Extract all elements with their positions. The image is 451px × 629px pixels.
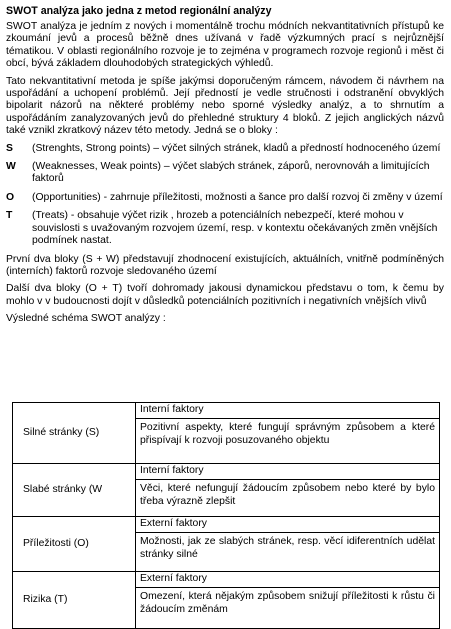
block-t	[6, 210, 444, 247]
row-label-cell	[13, 572, 136, 629]
table-row	[13, 464, 440, 517]
factor-type: Interní faktory	[136, 403, 439, 419]
row-label-cell	[13, 464, 136, 517]
table-row	[13, 572, 440, 629]
block-s	[6, 143, 444, 155]
row-description: Pozitivní aspekty, které fungují správným způsobem a které přispívají k rozvoji posuzovaného objektu	[140, 422, 435, 446]
block-key: W	[6, 161, 16, 173]
row-label: Příležitosti (O)	[23, 537, 89, 549]
row-desc-cell	[136, 517, 440, 572]
row-description: Možnosti, jak ze slabých stránek, resp. věcí idiferentních udělat stránky silné	[140, 536, 435, 560]
block-key: O	[6, 191, 15, 203]
schema-heading: Výsledné schéma SWOT analýzy :	[6, 313, 166, 325]
row-desc-cell	[136, 572, 440, 629]
factor-type: Externí faktory	[136, 572, 439, 588]
method-paragraph: Tato nekvantitativní metoda je spíše jakýmsi doporučeným rámcem, návodem či návrhem na uspořádání a uchopení problémů. Její předností je vedle stručnosti i odstranění obvyklých bipolarit názorů na některé problémy nebo sporné výsledky analýz, a to shrnutím a uspořádáním zanalyzovaných jevů do přehledné struktury 4 bloků. Z jejich anglických názvů také vznikl zkratkový název této metody. Jedná se o bloky :	[6, 75, 444, 137]
row-desc-cell	[136, 464, 440, 517]
external-factors-paragraph: Další dva bloky (O + T) tvoří dohromady jakousi dynamickou představu o tom, k čemu by mohlo v v budoucnosti dojít v důsledků potenciálních pozitivních i negativních vnějších vlivů	[6, 283, 444, 307]
block-w	[6, 161, 444, 186]
table-row	[13, 517, 440, 572]
block-key: S	[6, 142, 13, 154]
block-text: (Weaknesses, Weak points) – výčet slabých stránek, záporů, nerovnováh a limitujících faktorů	[32, 161, 430, 185]
block-o	[6, 192, 444, 204]
factor-type: Interní faktory	[136, 464, 439, 480]
swot-table	[12, 402, 440, 629]
row-label-cell	[13, 403, 136, 464]
row-label-cell	[13, 517, 136, 572]
row-description: Omezení, která nějakým způsobem snižují příležitosti k růstu či žádoucím změnám	[140, 591, 435, 615]
row-label: Slabé stránky (W	[23, 483, 103, 495]
block-text: (Strenghts, Strong points) – výčet silných stránek, kladů a předností hodnoceného území	[32, 142, 441, 154]
factor-type: Externí faktory	[136, 517, 439, 533]
intro-paragraph: SWOT analýza je jedním z nových i momentálně trochu módních nekvantitativních přístupů ke zkoumání jevů a procesů běžně dnes užívaná v řadě výzkumných prací s nejrůznější tématikou. V oblasti regionálního rozvoje je to zejména v programech rozvoje regionů i měst či obcí, bývá základem dlouhodobých strategických výhledů.	[6, 21, 444, 70]
row-description: Věci, které nefungují žádoucím způsobem nebo které by bylo třeba výrazně zlepšit	[140, 483, 435, 507]
block-text: (Opportunities) - zahrnuje příležitosti, možnosti a šance pro další rozvoj či změny v území	[32, 191, 443, 203]
block-text: (Treats) - obsahuje výčet rizik , hrozeb a potenciálních nebezpečí, které mohou v souvislosti s uvažovaným rozvojem území, resp. v kontextu očekávaných změn vnějších podmínek nastat.	[32, 210, 438, 247]
row-label: Silné stránky (S)	[23, 426, 100, 438]
internal-factors-paragraph: První dva bloky (S + W) představují zhodnocení existujících, aktuálních, vnitřně podmíněných (interních) faktorů rozvoje sledovaného území	[6, 253, 444, 277]
table-row	[13, 403, 440, 464]
document-page	[6, 0, 444, 326]
row-desc-cell	[136, 403, 440, 464]
document-title: SWOT analýza jako jedna z metod regionální analýzy	[6, 5, 272, 17]
block-key: T	[6, 210, 13, 222]
row-label: Rizika (T)	[23, 593, 68, 605]
